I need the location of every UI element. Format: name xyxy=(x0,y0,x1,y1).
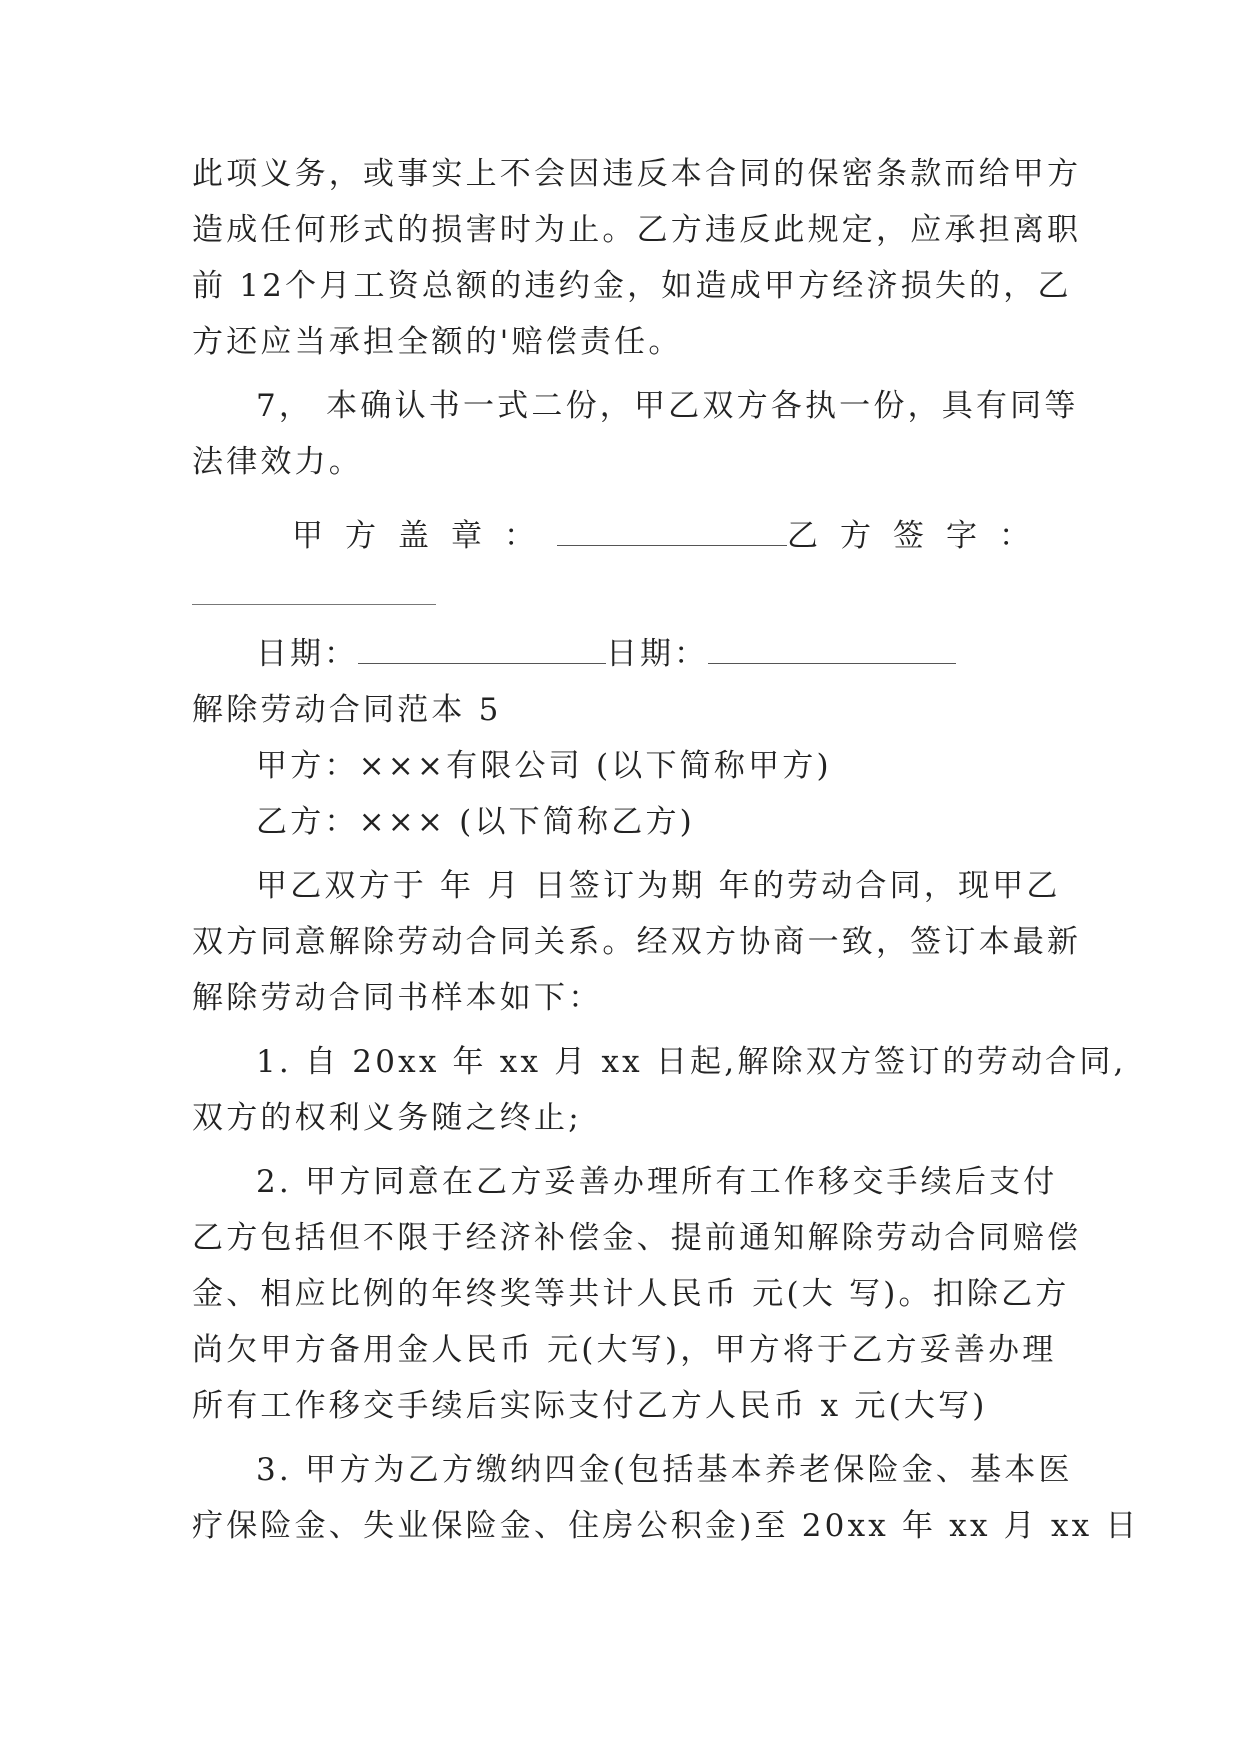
date-row xyxy=(256,634,956,674)
party-b-sign-label: 乙方签字： xyxy=(787,518,1052,554)
paragraph-line: 双方同意解除劳动合同关系。经双方协商一致，签订本最新 xyxy=(192,924,1082,960)
party-a-seal-label: 甲方盖章： xyxy=(292,518,557,554)
party-a-seal-blank xyxy=(557,519,787,546)
paragraph-line: 双方的权利义务随之终止; xyxy=(192,1100,582,1136)
paragraph-line: 2. 甲方同意在乙方妥善办理所有工作移交手续后支付 xyxy=(256,1164,1058,1200)
paragraph-line: 此项义务，或事实上不会因违反本合同的保密条款而给甲方 xyxy=(192,156,1082,192)
paragraph-line: 3. 甲方为乙方缴纳四金(包括基本养老保险金、基本医 xyxy=(256,1452,1073,1488)
date-blank xyxy=(358,637,606,664)
party-a-line: 甲方：×××有限公司 (以下简称甲方) xyxy=(256,748,832,784)
date-label: 日期： xyxy=(606,636,708,672)
paragraph-line: 法律效力。 xyxy=(192,444,363,480)
section-title: 解除劳动合同范本 5 xyxy=(192,692,502,728)
paragraph-line: 7， 本确认书一式二份，甲乙双方各执一份，具有同等 xyxy=(256,388,1079,424)
paragraph-line: 解除劳动合同书样本如下： xyxy=(192,980,603,1016)
signature-row xyxy=(292,516,1052,556)
paragraph-line: 方还应当承担全额的'赔偿责任。 xyxy=(192,324,683,360)
paragraph-line: 所有工作移交手续后实际支付乙方人民币 x 元(大写) xyxy=(192,1388,988,1424)
party-b-line: 乙方：××× (以下简称乙方) xyxy=(256,804,695,840)
paragraph-line: 造成任何形式的损害时为止。乙方违反此规定，应承担离职 xyxy=(192,212,1082,248)
paragraph-line: 金、相应比例的年终奖等共计人民币 元(大 写)。扣除乙方 xyxy=(192,1276,1070,1312)
party-b-sign-blank xyxy=(192,604,436,605)
paragraph-line: 前 12个月工资总额的违约金，如造成甲方经济损失的，乙 xyxy=(192,268,1072,304)
paragraph-line: 1. 自 20xx 年 xx 月 xx 日起,解除双方签订的劳动合同, xyxy=(256,1044,1127,1080)
paragraph-line: 甲乙双方于 年 月 日签订为期 年的劳动合同，现甲乙 xyxy=(256,868,1061,904)
paragraph-line: 疗保险金、失业保险金、住房公积金)至 20xx 年 xx 月 xx 日 xyxy=(192,1508,1140,1544)
paragraph-line: 尚欠甲方备用金人民币 元(大写)，甲方将于乙方妥善办理 xyxy=(192,1332,1057,1368)
date-blank xyxy=(708,637,956,664)
date-label: 日期： xyxy=(256,636,358,672)
paragraph-line: 乙方包括但不限于经济补偿金、提前通知解除劳动合同赔偿 xyxy=(192,1220,1082,1256)
